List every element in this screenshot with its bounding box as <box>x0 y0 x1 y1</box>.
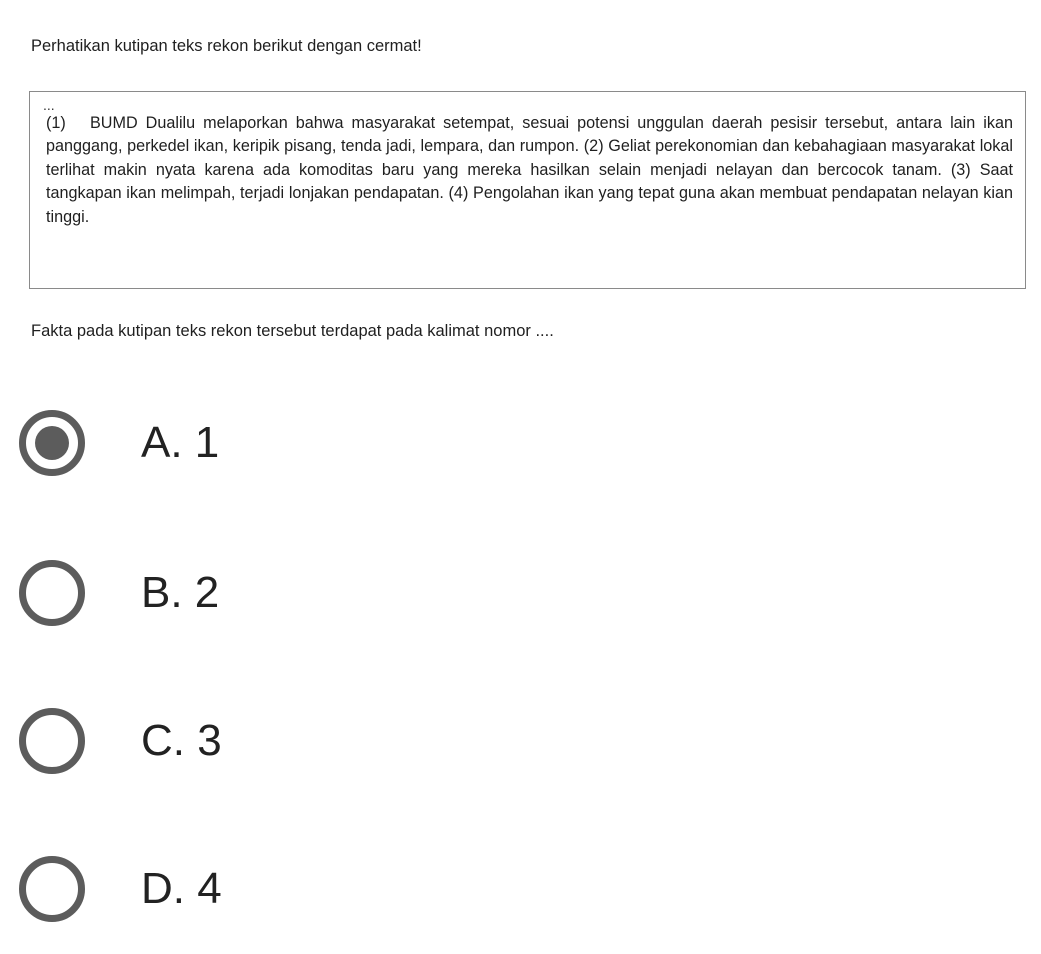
option-a[interactable] <box>19 403 419 483</box>
option-b[interactable] <box>19 553 419 633</box>
option-c[interactable] <box>19 701 419 781</box>
option-a-label: A. 1 <box>141 418 220 467</box>
passage-text: (1) BUMD Dualilu melaporkan bahwa masyarakat setempat, sesuai potensi unggulan daerah pesisir tersebut, antara lain ikan panggang, perkedel ikan, keripik pisang, tenda jadi, lempara, dan rumpon. (2) Geliat perekonomian dan kebahagiaan masyarakat lokal terlihat makin nyata karena ada komoditas baru yang mereka hasilkan selain menjadi nelayan dan bercocok tanam. (3) Saat tangkapan ikan melimpah, terjadi lonjakan pendapatan. (4) Pengolahan ikan yang tepat guna akan membuat pendapatan nelayan kian tinggi. <box>46 114 1013 226</box>
radio-button-selected-icon[interactable] <box>19 410 85 476</box>
passage-ellipsis: ... <box>43 97 55 113</box>
question-text: Fakta pada kutipan teks rekon tersebut terdapat pada kalimat nomor .... <box>31 322 554 340</box>
instruction-text: Perhatikan kutipan teks rekon berikut dengan cermat! <box>31 37 422 55</box>
radio-button-icon[interactable] <box>19 708 85 774</box>
radio-button-icon[interactable] <box>19 560 85 626</box>
option-c-label: C. 3 <box>141 716 222 765</box>
option-b-label: B. 2 <box>141 568 220 617</box>
option-d-label: D. 4 <box>141 864 222 913</box>
radio-button-icon[interactable] <box>19 856 85 922</box>
passage-box <box>29 91 1026 289</box>
option-d[interactable] <box>19 849 419 929</box>
